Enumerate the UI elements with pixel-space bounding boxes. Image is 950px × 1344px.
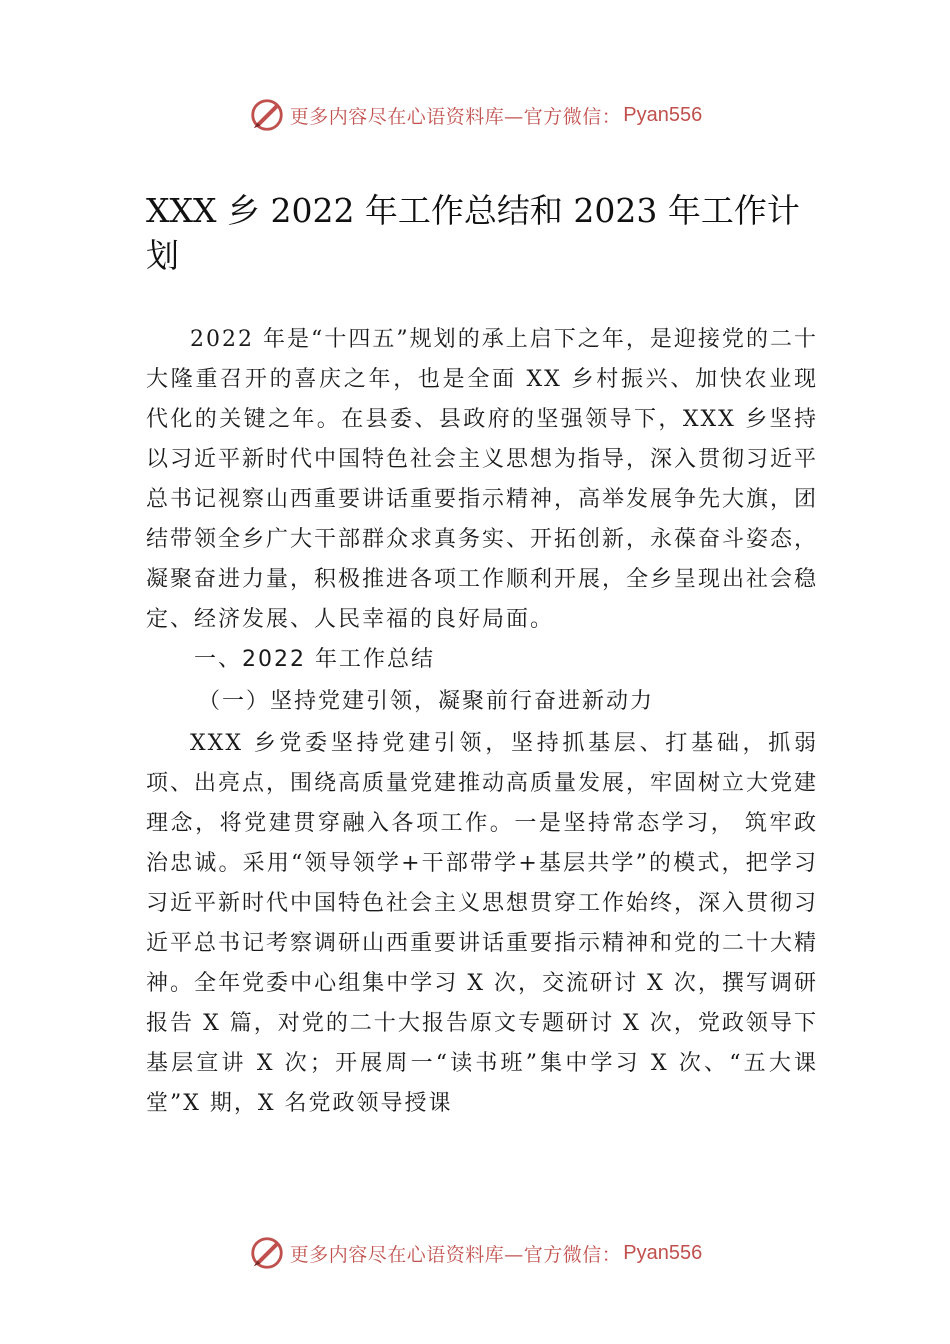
watermark-wechat-id: Pyan556 <box>623 103 703 126</box>
intro-paragraph: 2022 年是“十四五”规划的承上启下之年，是迎接党的二十大隆重召开的喜庆之年，也是全面 XX 乡村振兴、加快农业现代化的关键之年。在县委、县政府的坚强领导下，XXX 乡坚持以习近平新时代中国特色社会主义思想为指导，深入贯彻习近平总书记视察山西重要讲话重要指示精神，高举发展争先大旗，团结带领全乡广大干部群众求真务实、开拓创新，永葆奋斗姿态，凝聚奋进力量，积极推进各项工作顺利开展，全乡呈现出社会稳定、经济发展、人民幸福的良好局面。 <box>146 327 819 632</box>
watermark-text: 更多内容尽在心语资料库—官方微信： <box>289 105 622 128</box>
quill-pen-logo-icon <box>248 1234 286 1272</box>
subsection-heading: （一）坚持党建引领，凝聚前行奋进新动力 <box>198 689 655 714</box>
quill-pen-logo-icon <box>248 96 286 134</box>
watermark-wechat-id: Pyan556 <box>623 1241 703 1264</box>
body-paragraph: XXX 乡党委坚持党建引领，坚持抓基层、打基础，抓弱项、出亮点，围绕高质量党建推动高质量发展，牢固树立大党建理念，将党建贯穿融入各项工作。一是坚持常态学习， 筑牢政治忠诚。采用“领导领学+干部带学+基层共学”的模式，把学习习近平新时代中国特色社会主义思想贯穿工作始终，深入贯彻习近平总书记考察调研山西重要讲话重要指示精神和党的二十大精神。全年党委中心组集中学习 X 次，交流研讨 X 次，撰写调研报告 X 篇，对党的二十大报告原文专题研讨 X 次，党政领导下基层宣讲 X 次；开展周一“读书班”集中学习 X 次、“五大课堂”X 期，X 名党政领导授课 <box>146 731 819 1116</box>
watermark-text: 更多内容尽在心语资料库—官方微信： <box>289 1243 622 1266</box>
section-heading: 一、2022 年工作总结 <box>194 647 435 672</box>
footer-watermark <box>0 1233 950 1273</box>
document-body <box>146 320 818 1124</box>
header-watermark <box>0 95 950 135</box>
document-title: XXX 乡 2022 年工作总结和 2023 年工作计划 <box>146 191 800 275</box>
